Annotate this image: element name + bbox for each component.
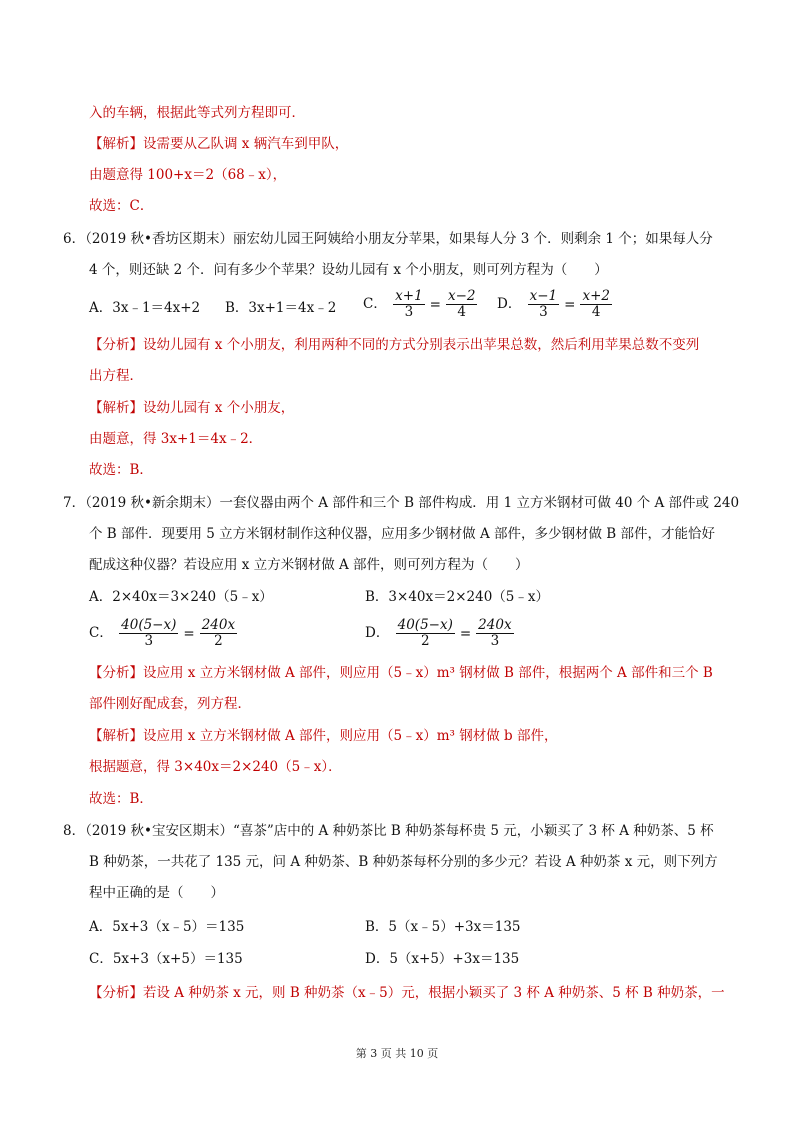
q6-solution-1 bbox=[89, 399, 294, 417]
answer-line: 故选：C． bbox=[89, 198, 154, 214]
analysis-text: 设幼儿园有 x 个小朋友，利用两种不同的方式分别表示出苹果总数，然后利用苹果总数不变列 bbox=[143, 337, 700, 353]
numerator: x+1 bbox=[395, 288, 423, 304]
q7-option-b: B．3×40x＝2×240（5﹣x） bbox=[365, 589, 549, 605]
denominator: 4 bbox=[457, 304, 467, 320]
solution-tag: 【解析】 bbox=[89, 136, 143, 152]
analysis-text: 若设 A 种奶茶 x 元，则 B 种奶茶（x﹣5）元，根据小颖买了 3 杯 A 种奶茶、5 杯 B 种奶茶，一 bbox=[143, 985, 725, 1001]
denominator: 2 bbox=[420, 633, 430, 649]
denominator: 3 bbox=[490, 633, 500, 649]
q7-answer: 故选：B． bbox=[89, 791, 153, 807]
page-footer: 第 3 页 共 10 页 bbox=[355, 1047, 439, 1060]
q8-stem-3: 程中正确的是（ ） bbox=[89, 885, 224, 901]
q8-stem-1: 8．（2019 秋•宝安区期末）“喜茶”店中的 A 种奶茶比 B 种奶茶每杯贵 5 元，小颖买了 3 杯 A 种奶茶、5 杯 bbox=[63, 823, 714, 839]
q6-option-d bbox=[497, 289, 614, 320]
analysis-tag: 【分析】 bbox=[89, 985, 143, 1001]
solution-text: 设应用 x 立方米钢材做 A 部件，则应用（5﹣x）m³ 钢材做 b 部件， bbox=[143, 728, 558, 744]
solution-tag: 【解析】 bbox=[89, 400, 143, 416]
denominator: 4 bbox=[591, 304, 601, 320]
equals-sign: = bbox=[429, 296, 441, 313]
q7-analysis-1 bbox=[89, 664, 713, 682]
equals-sign: = bbox=[459, 625, 472, 642]
q7-solution-2: 根据题意，得 3×40x＝2×240（5﹣x）． bbox=[89, 759, 342, 775]
numerator: 40(5−x) bbox=[397, 617, 453, 633]
numerator: 40(5−x) bbox=[121, 617, 177, 633]
fraction bbox=[119, 618, 178, 649]
q7-option-d bbox=[365, 618, 516, 649]
q8-analysis-1 bbox=[89, 984, 725, 1002]
fraction bbox=[396, 618, 455, 649]
denominator: 3 bbox=[144, 633, 154, 649]
q6-analysis-2: 出方程． bbox=[89, 368, 143, 384]
equals-sign: = bbox=[183, 625, 195, 642]
q8-option-d: D．5（x+5）+3x＝135 bbox=[365, 951, 520, 967]
q6-option-c-label: C． bbox=[363, 296, 387, 312]
q6-stem-2: 4 个，则还缺 2 个．问有多少个苹果？设幼儿园有 x 个小朋友，则可列方程为（ ） bbox=[89, 262, 608, 278]
q7-option-c bbox=[89, 618, 239, 649]
numerator: x−1 bbox=[529, 288, 558, 304]
equals-sign: = bbox=[564, 296, 576, 313]
analysis-tag: 【分析】 bbox=[89, 337, 143, 353]
fraction bbox=[580, 289, 612, 320]
q7-analysis-2: 部件刚好配成套，列方程． bbox=[89, 696, 251, 712]
q7-option-c-label: C． bbox=[89, 625, 113, 641]
q8-option-c: C．5x+3（x+5）＝135 bbox=[89, 951, 243, 967]
fraction bbox=[446, 289, 478, 320]
fraction bbox=[476, 618, 513, 649]
q7-option-a: A．2×40x＝3×240（5﹣x） bbox=[89, 589, 273, 605]
analysis-tag: 【分析】 bbox=[89, 665, 143, 681]
q8-option-b: B．5（x﹣5）+3x＝135 bbox=[365, 919, 521, 935]
q8-stem-2: B 种奶茶，一共花了 135 元，问 A 种奶茶、B 种奶茶每杯分别的多少元？若设 A 种奶茶 x 元，则下列方 bbox=[89, 854, 718, 870]
q6-option-b: B．3x+1＝4x﹣2 bbox=[225, 300, 337, 316]
q7-stem-1: 7．（2019 秋•新余期末）一套仪器由两个 A 部件和三个 B 部件构成．用 1 立方米钢材可做 40 个 A 部件或 240 bbox=[63, 495, 740, 511]
q6-option-d-label: D． bbox=[497, 296, 522, 312]
q6-analysis-1 bbox=[89, 336, 699, 354]
q6-stem-1: 6．（2019 秋•香坊区期末）丽宏幼儿园王阿姨给小朋友分苹果，如果每人分 3 个．则剩余 1 个；如果每人分 bbox=[63, 231, 713, 247]
denominator: 2 bbox=[214, 633, 223, 649]
q6-solution-2: 由题意，得 3x+1＝4x﹣2． bbox=[89, 431, 263, 447]
q7-solution-1 bbox=[89, 727, 557, 745]
q6-answer: 故选：B． bbox=[89, 462, 153, 478]
numerator: x+2 bbox=[582, 288, 610, 304]
analysis-text: 设应用 x 立方米钢材做 A 部件，则应用（5﹣x）m³ 钢材做 B 部件，根据两个 A 部件和三个 B bbox=[143, 665, 713, 681]
solution-text: 设幼儿园有 x 个小朋友， bbox=[143, 400, 295, 416]
numerator: 240x bbox=[201, 617, 236, 633]
q8-option-a: A．5x+3（x﹣5）＝135 bbox=[89, 919, 245, 935]
fraction bbox=[393, 289, 425, 320]
continuation-line: 入的车辆，根据此等式列方程即可． bbox=[89, 105, 305, 121]
solution-text: 设需要从乙队调 x 辆汽车到甲队， bbox=[143, 136, 349, 152]
fraction bbox=[528, 289, 560, 320]
numerator: 240x bbox=[478, 617, 512, 633]
q7-stem-3: 配成这种仪器？若设应用 x 立方米钢材做 A 部件，则可列方程为（ ） bbox=[89, 557, 529, 573]
numerator: x−2 bbox=[447, 288, 476, 304]
solution-line bbox=[89, 135, 348, 153]
q6-option-a: A．3x﹣1＝4x+2 bbox=[89, 300, 201, 316]
fraction bbox=[200, 618, 237, 649]
solution-tag: 【解析】 bbox=[89, 728, 143, 744]
q7-option-d-label: D． bbox=[365, 625, 390, 641]
q6-option-c bbox=[363, 289, 479, 320]
solution-line-2: 由题意得 100+x＝2（68﹣x）， bbox=[89, 167, 287, 183]
denominator: 3 bbox=[539, 304, 548, 320]
denominator: 3 bbox=[404, 304, 414, 320]
q7-stem-2: 个 B 部件．现要用 5 立方米钢材制作这种仪器，应用多少钢材做 A 部件，多少钢材做 B 部件，才能恰好 bbox=[89, 526, 716, 542]
